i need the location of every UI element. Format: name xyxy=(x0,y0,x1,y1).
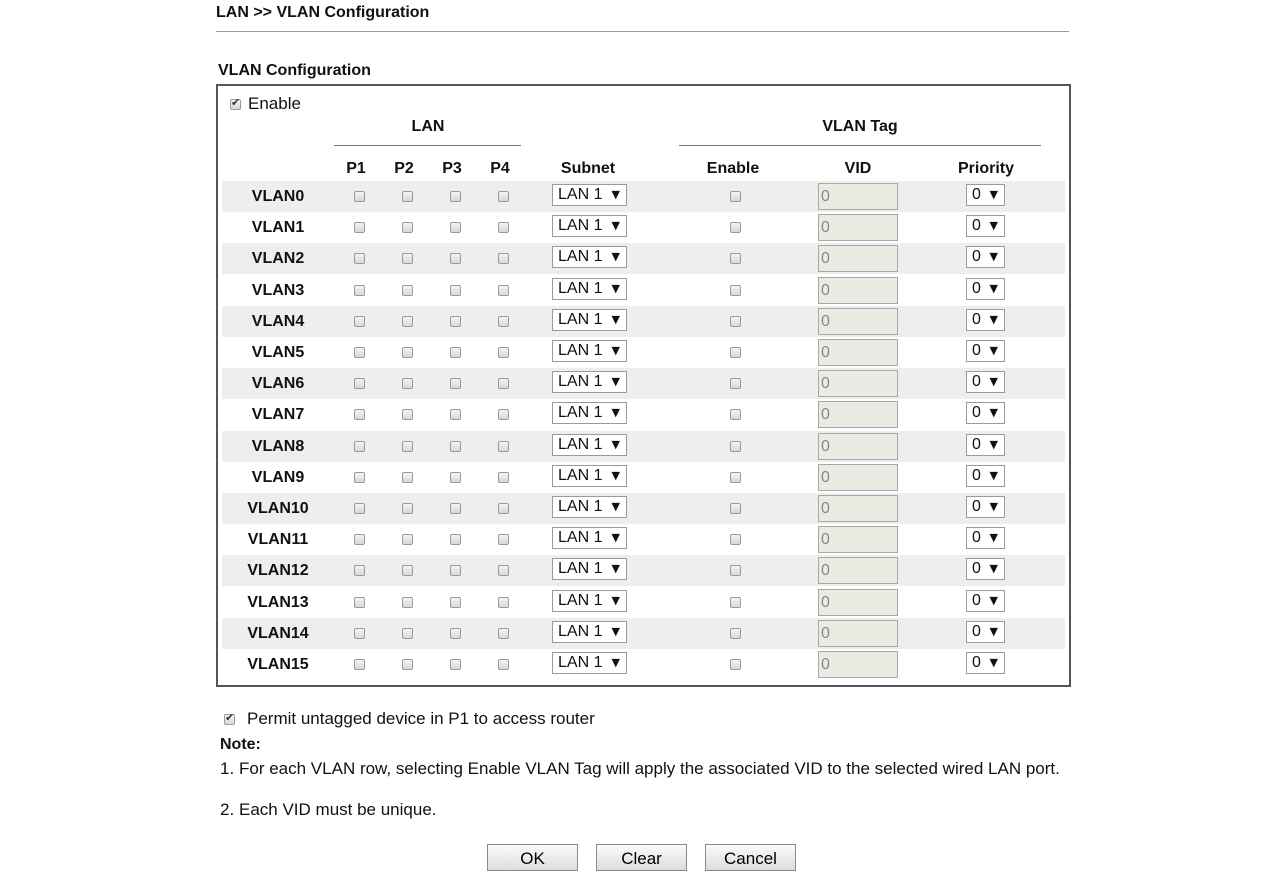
subnet-select-value: LAN 1 xyxy=(558,310,603,328)
subnet-select[interactable] xyxy=(552,340,627,362)
vlan-row-name: VLAN1 xyxy=(251,219,305,237)
dropdown-arrow-icon: ▼ xyxy=(989,375,998,389)
vid-input[interactable]: 0 xyxy=(818,620,898,647)
vlan-row xyxy=(222,524,1065,555)
vlan-row-name: VLAN8 xyxy=(251,437,305,455)
subnet-select[interactable] xyxy=(552,527,627,549)
priority-select[interactable] xyxy=(966,434,1005,456)
vid-input[interactable]: 0 xyxy=(818,308,898,335)
port-p1-checkbox[interactable] xyxy=(354,253,365,264)
priority-select[interactable] xyxy=(966,590,1005,612)
note-number: 2. xyxy=(220,800,235,819)
port-p4-checkbox[interactable] xyxy=(498,347,509,358)
vlan-row-name: VLAN0 xyxy=(251,188,305,205)
port-p4-checkbox[interactable] xyxy=(498,191,509,202)
vid-input[interactable]: 0 xyxy=(818,245,898,272)
port-p4-checkbox[interactable] xyxy=(498,222,509,233)
priority-select[interactable] xyxy=(966,278,1005,300)
vlan-enable-label: Enable xyxy=(248,94,301,113)
vlan-tag-enable-checkbox[interactable] xyxy=(730,565,741,576)
port-p1-checkbox[interactable] xyxy=(354,222,365,233)
subnet-select-value: LAN 1 xyxy=(558,279,603,297)
port-p3-checkbox[interactable] xyxy=(450,316,461,327)
vid-input[interactable]: 0 xyxy=(818,495,898,522)
vlan-row xyxy=(222,399,1065,430)
dropdown-arrow-icon: ▼ xyxy=(611,375,620,389)
priority-select-value: 0 xyxy=(972,217,981,235)
port-p3-checkbox[interactable] xyxy=(450,628,461,639)
vlan-tag-enable-checkbox[interactable] xyxy=(730,347,741,358)
priority-select-value: 0 xyxy=(972,248,981,266)
vlan-row xyxy=(222,212,1065,243)
col-header-vid: VID xyxy=(844,160,872,177)
subnet-select-value: LAN 1 xyxy=(558,529,603,547)
vlan-tag-enable-checkbox[interactable] xyxy=(730,222,741,233)
subnet-select[interactable] xyxy=(552,434,627,456)
subnet-select-value: LAN 1 xyxy=(558,342,603,359)
note-text: Each VID must be unique. xyxy=(239,800,437,819)
priority-select-value: 0 xyxy=(972,373,981,391)
vlan-row xyxy=(222,649,1065,680)
port-p1-checkbox[interactable] xyxy=(354,378,365,389)
subnet-select[interactable] xyxy=(552,652,627,674)
permit-untagged-checkbox[interactable] xyxy=(224,714,235,725)
vlan-row-name: VLAN15 xyxy=(247,656,309,673)
subnet-select[interactable] xyxy=(552,278,627,300)
vlan-row xyxy=(222,555,1065,586)
dropdown-arrow-icon: ▼ xyxy=(611,250,620,264)
port-p2-checkbox[interactable] xyxy=(402,378,413,389)
vid-input[interactable]: 0 xyxy=(818,526,898,553)
port-p2-checkbox[interactable] xyxy=(402,191,413,202)
priority-select-value: 0 xyxy=(972,498,981,515)
ok-button[interactable]: OK xyxy=(487,844,578,871)
priority-select-value: 0 xyxy=(972,591,981,609)
priority-select-value: 0 xyxy=(972,529,981,547)
dropdown-arrow-icon: ▼ xyxy=(989,468,998,482)
vlan-row-name: VLAN3 xyxy=(251,281,305,299)
port-p4-checkbox[interactable] xyxy=(498,565,509,576)
dropdown-arrow-icon: ▼ xyxy=(611,188,620,201)
subnet-select-value: LAN 1 xyxy=(558,248,603,266)
port-p3-checkbox[interactable] xyxy=(450,409,461,420)
vlan-row xyxy=(222,181,1065,212)
priority-select-value: 0 xyxy=(972,560,981,578)
vid-input[interactable]: 0 xyxy=(818,433,898,460)
vlan-row xyxy=(222,618,1065,649)
vlan-row-name: VLAN12 xyxy=(247,562,309,580)
port-p1-checkbox[interactable] xyxy=(354,441,365,452)
dropdown-arrow-icon: ▼ xyxy=(611,406,620,420)
port-p2-checkbox[interactable] xyxy=(402,503,413,514)
priority-select-value: 0 xyxy=(972,342,981,359)
subnet-select[interactable] xyxy=(552,184,627,206)
vid-input[interactable]: 0 xyxy=(818,651,898,678)
vlan-tag-enable-checkbox[interactable] xyxy=(730,472,741,483)
vlan-tag-enable-checkbox[interactable] xyxy=(730,534,741,545)
dropdown-arrow-icon: ▼ xyxy=(989,593,998,607)
vlan-tag-enable-checkbox[interactable] xyxy=(730,597,741,608)
priority-select[interactable] xyxy=(966,371,1005,393)
subnet-select[interactable] xyxy=(552,309,627,331)
vid-input[interactable]: 0 xyxy=(818,589,898,616)
subnet-select[interactable] xyxy=(552,465,627,487)
port-p2-checkbox[interactable] xyxy=(402,628,413,639)
dropdown-arrow-icon: ▼ xyxy=(611,281,620,295)
vid-input[interactable]: 0 xyxy=(818,214,898,241)
dropdown-arrow-icon: ▼ xyxy=(989,312,998,326)
vlan-tag-enable-checkbox[interactable] xyxy=(730,659,741,670)
vlan-row xyxy=(222,306,1065,337)
priority-select[interactable] xyxy=(966,496,1005,518)
port-p3-checkbox[interactable] xyxy=(450,222,461,233)
subnet-select-value: LAN 1 xyxy=(558,498,603,515)
port-p2-checkbox[interactable] xyxy=(402,472,413,483)
dropdown-arrow-icon: ▼ xyxy=(989,344,998,357)
port-p4-checkbox[interactable] xyxy=(498,409,509,420)
vlan-tag-enable-checkbox[interactable] xyxy=(730,441,741,452)
subnet-select[interactable] xyxy=(552,402,627,424)
port-p4-checkbox[interactable] xyxy=(498,316,509,327)
port-p1-checkbox[interactable] xyxy=(354,409,365,420)
subnet-select-value: LAN 1 xyxy=(558,373,603,391)
subnet-select[interactable] xyxy=(552,496,627,518)
vlan-row xyxy=(222,462,1065,493)
vid-input[interactable]: 0 xyxy=(818,183,898,210)
subnet-select-value: LAN 1 xyxy=(558,404,603,422)
vid-input[interactable]: 0 xyxy=(818,464,898,491)
vid-input[interactable]: 0 xyxy=(818,370,898,397)
dropdown-arrow-icon: ▼ xyxy=(611,656,620,669)
subnet-select[interactable] xyxy=(552,246,627,268)
dropdown-arrow-icon: ▼ xyxy=(611,219,620,233)
dropdown-arrow-icon: ▼ xyxy=(989,437,998,451)
vlan-enable-option[interactable] xyxy=(230,94,301,114)
vlan-row-name: VLAN10 xyxy=(247,500,309,517)
port-p4-checkbox[interactable] xyxy=(498,441,509,452)
vlan-tag-enable-checkbox[interactable] xyxy=(730,628,741,639)
vlan-row xyxy=(222,493,1065,524)
cancel-button[interactable]: Cancel xyxy=(705,844,796,871)
port-p4-checkbox[interactable] xyxy=(498,597,509,608)
subnet-select-value: LAN 1 xyxy=(558,654,603,671)
port-p4-checkbox[interactable] xyxy=(498,253,509,264)
port-p1-checkbox[interactable] xyxy=(354,565,365,576)
dropdown-arrow-icon: ▼ xyxy=(611,624,620,638)
vlan-row xyxy=(222,368,1065,399)
lan-group-header: LAN xyxy=(411,118,445,135)
dropdown-arrow-icon: ▼ xyxy=(989,188,998,201)
vlan-config-panel xyxy=(216,84,1071,687)
vlan-row-name: VLAN11 xyxy=(247,531,309,549)
priority-select[interactable] xyxy=(966,465,1005,487)
port-p1-checkbox[interactable] xyxy=(354,316,365,327)
dropdown-arrow-icon: ▼ xyxy=(989,624,998,638)
priority-select-value: 0 xyxy=(972,466,981,484)
priority-select-value: 0 xyxy=(972,310,981,328)
col-header-p3: P3 xyxy=(442,160,462,177)
port-p3-checkbox[interactable] xyxy=(450,534,461,545)
priority-select[interactable] xyxy=(966,652,1005,674)
vlan-row xyxy=(222,243,1065,274)
priority-select-value: 0 xyxy=(972,404,981,422)
port-p3-checkbox[interactable] xyxy=(450,378,461,389)
port-p2-checkbox[interactable] xyxy=(402,565,413,576)
priority-select-value: 0 xyxy=(972,654,981,671)
dropdown-arrow-icon: ▼ xyxy=(611,468,620,482)
port-p3-checkbox[interactable] xyxy=(450,253,461,264)
port-p3-checkbox[interactable] xyxy=(450,347,461,358)
dropdown-arrow-icon: ▼ xyxy=(611,437,620,451)
priority-select[interactable] xyxy=(966,402,1005,424)
port-p3-checkbox[interactable] xyxy=(450,503,461,514)
vlan-row-name: VLAN7 xyxy=(251,406,305,424)
port-p2-checkbox[interactable] xyxy=(402,316,413,327)
subnet-select-value: LAN 1 xyxy=(558,560,603,578)
subnet-select-value: LAN 1 xyxy=(558,591,603,609)
port-p4-checkbox[interactable] xyxy=(498,659,509,670)
col-header-priority: Priority xyxy=(957,160,1014,177)
priority-select[interactable] xyxy=(966,527,1005,549)
subnet-select[interactable] xyxy=(552,371,627,393)
subnet-select[interactable] xyxy=(552,590,627,612)
port-p4-checkbox[interactable] xyxy=(498,378,509,389)
port-p1-checkbox[interactable] xyxy=(354,503,365,514)
section-title: VLAN Configuration xyxy=(218,62,371,79)
vid-input[interactable]: 0 xyxy=(818,401,898,428)
dropdown-arrow-icon: ▼ xyxy=(611,312,620,326)
col-header-subnet: Subnet xyxy=(560,160,616,177)
note-item xyxy=(220,800,1069,819)
priority-select-value: 0 xyxy=(972,186,981,203)
vlan-tag-enable-checkbox[interactable] xyxy=(730,191,741,202)
permit-untagged-option[interactable] xyxy=(224,709,595,729)
subnet-select-value: LAN 1 xyxy=(558,435,603,453)
dropdown-arrow-icon: ▼ xyxy=(989,562,998,576)
port-p2-checkbox[interactable] xyxy=(402,659,413,670)
vid-input[interactable]: 0 xyxy=(818,339,898,366)
port-p3-checkbox[interactable] xyxy=(450,565,461,576)
vlan-row-name: VLAN5 xyxy=(251,344,305,361)
dropdown-arrow-icon: ▼ xyxy=(611,344,620,357)
priority-select-value: 0 xyxy=(972,279,981,297)
port-p1-checkbox[interactable] xyxy=(354,347,365,358)
port-p1-checkbox[interactable] xyxy=(354,285,365,296)
port-p4-checkbox[interactable] xyxy=(498,285,509,296)
vlan-tag-group-underline xyxy=(679,145,1041,146)
subnet-select[interactable] xyxy=(552,621,627,643)
port-p3-checkbox[interactable] xyxy=(450,191,461,202)
vlan-row xyxy=(222,431,1065,462)
vlan-tag-enable-checkbox[interactable] xyxy=(730,378,741,389)
dropdown-arrow-icon: ▼ xyxy=(989,406,998,420)
vlan-row-name: VLAN6 xyxy=(251,375,305,393)
vlan-enable-checkbox[interactable] xyxy=(230,99,241,110)
port-p1-checkbox[interactable] xyxy=(354,534,365,545)
subnet-select-value: LAN 1 xyxy=(558,466,603,484)
port-p3-checkbox[interactable] xyxy=(450,441,461,452)
port-p2-checkbox[interactable] xyxy=(402,253,413,264)
priority-select[interactable] xyxy=(966,246,1005,268)
note-item xyxy=(220,759,1069,778)
priority-select[interactable] xyxy=(966,340,1005,362)
vlan-row xyxy=(222,337,1065,368)
vlan-tag-enable-checkbox[interactable] xyxy=(730,316,741,327)
port-p1-checkbox[interactable] xyxy=(354,191,365,202)
dropdown-arrow-icon: ▼ xyxy=(611,562,620,576)
lan-group-underline xyxy=(334,145,521,146)
vlan-tag-group-header: VLAN Tag xyxy=(822,118,898,135)
port-p4-checkbox[interactable] xyxy=(498,503,509,514)
port-p3-checkbox[interactable] xyxy=(450,285,461,296)
priority-select-value: 0 xyxy=(972,622,981,640)
vlan-tag-enable-checkbox[interactable] xyxy=(730,285,741,296)
port-p3-checkbox[interactable] xyxy=(450,472,461,483)
dropdown-arrow-icon: ▼ xyxy=(989,656,998,669)
port-p3-checkbox[interactable] xyxy=(450,597,461,608)
priority-select-value: 0 xyxy=(972,435,981,453)
note-title: Note: xyxy=(220,736,261,753)
subnet-select-value: LAN 1 xyxy=(558,186,603,203)
port-p2-checkbox[interactable] xyxy=(402,285,413,296)
port-p2-checkbox[interactable] xyxy=(402,534,413,545)
port-p2-checkbox[interactable] xyxy=(402,441,413,452)
subnet-select-value: LAN 1 xyxy=(558,217,603,235)
dropdown-arrow-icon: ▼ xyxy=(611,531,620,545)
dropdown-arrow-icon: ▼ xyxy=(989,219,998,233)
vlan-tag-enable-checkbox[interactable] xyxy=(730,253,741,264)
priority-select[interactable] xyxy=(966,558,1005,580)
breadcrumb: LAN >> VLAN Configuration xyxy=(216,4,430,21)
dropdown-arrow-icon: ▼ xyxy=(989,250,998,264)
subnet-select-value: LAN 1 xyxy=(558,622,603,640)
vlan-row-name: VLAN2 xyxy=(251,250,305,268)
port-p1-checkbox[interactable] xyxy=(354,659,365,670)
col-header-p2: P2 xyxy=(394,160,414,177)
priority-select[interactable] xyxy=(966,184,1005,206)
port-p1-checkbox[interactable] xyxy=(354,628,365,639)
vlan-row-name: VLAN14 xyxy=(247,624,309,642)
clear-button[interactable]: Clear xyxy=(596,844,687,871)
port-p4-checkbox[interactable] xyxy=(498,534,509,545)
port-p2-checkbox[interactable] xyxy=(402,597,413,608)
subnet-select[interactable] xyxy=(552,558,627,580)
note-number: 1. xyxy=(220,759,235,778)
port-p4-checkbox[interactable] xyxy=(498,628,509,639)
vlan-row-name: VLAN9 xyxy=(251,468,305,486)
vlan-tag-enable-checkbox[interactable] xyxy=(730,409,741,420)
port-p2-checkbox[interactable] xyxy=(402,222,413,233)
col-header-tag-enable: Enable xyxy=(706,160,760,177)
port-p2-checkbox[interactable] xyxy=(402,409,413,420)
vid-input[interactable]: 0 xyxy=(818,277,898,304)
permit-untagged-label: Permit untagged device in P1 to access router xyxy=(247,709,595,728)
dropdown-arrow-icon: ▼ xyxy=(989,281,998,295)
port-p4-checkbox[interactable] xyxy=(498,472,509,483)
priority-select[interactable] xyxy=(966,621,1005,643)
vlan-row-name: VLAN13 xyxy=(247,593,309,611)
col-header-p4: P4 xyxy=(490,160,510,177)
dropdown-arrow-icon: ▼ xyxy=(611,593,620,607)
priority-select[interactable] xyxy=(966,309,1005,331)
vlan-row xyxy=(222,275,1065,306)
note-text: For each VLAN row, selecting Enable VLAN Tag will apply the associated VID to the selected wired LAN port. xyxy=(239,759,1060,778)
col-header-p1: P1 xyxy=(346,160,366,177)
vlan-tag-enable-checkbox[interactable] xyxy=(730,503,741,514)
dropdown-arrow-icon: ▼ xyxy=(611,500,620,513)
vlan-row-name: VLAN4 xyxy=(251,312,305,330)
dropdown-arrow-icon: ▼ xyxy=(989,531,998,545)
port-p2-checkbox[interactable] xyxy=(402,347,413,358)
port-p1-checkbox[interactable] xyxy=(354,472,365,483)
dropdown-arrow-icon: ▼ xyxy=(989,500,998,513)
title-divider xyxy=(216,31,1069,32)
subnet-select[interactable] xyxy=(552,215,627,237)
vlan-row xyxy=(222,587,1065,618)
port-p1-checkbox[interactable] xyxy=(354,597,365,608)
vid-input[interactable]: 0 xyxy=(818,557,898,584)
priority-select[interactable] xyxy=(966,215,1005,237)
port-p3-checkbox[interactable] xyxy=(450,659,461,670)
